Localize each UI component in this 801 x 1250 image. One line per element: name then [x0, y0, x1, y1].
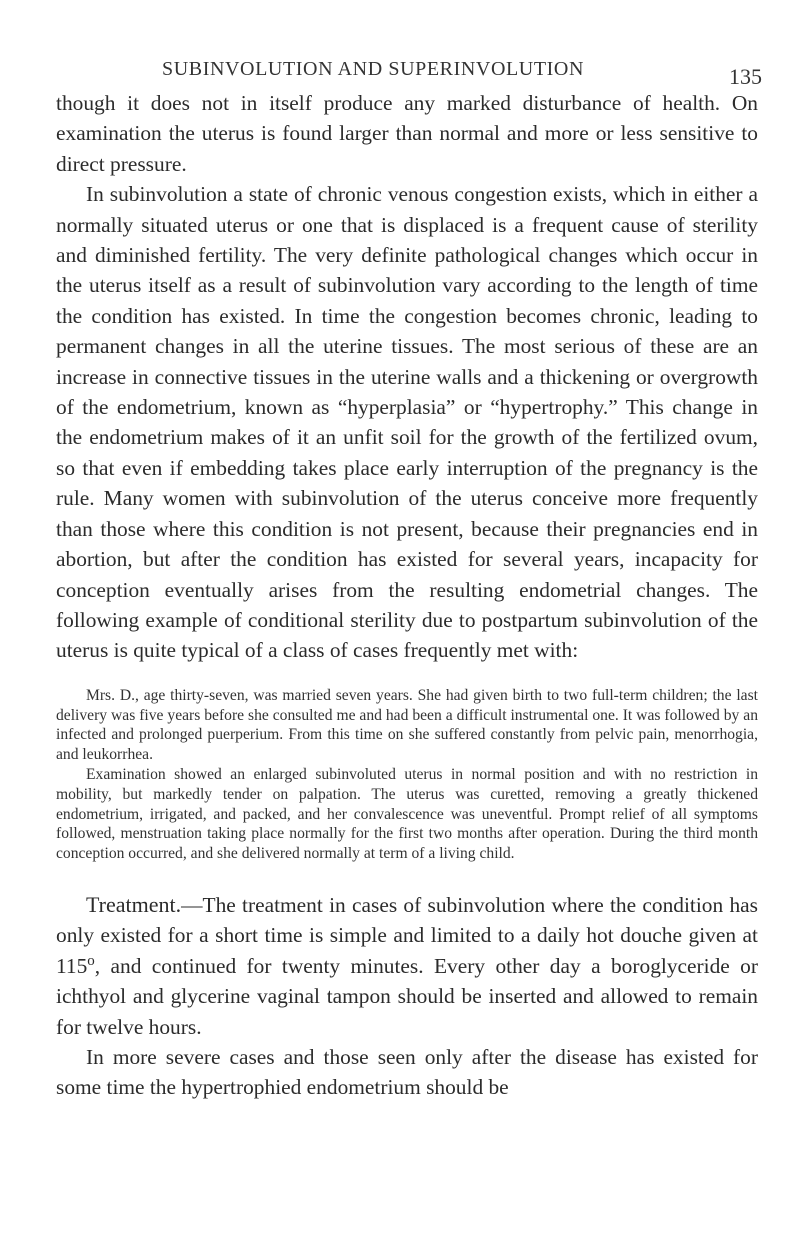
running-title: SUBINVOLUTION AND SUPERINVOLUTION [162, 58, 585, 80]
case-examination: Examination showed an enlarged subinvoluted uterus in normal position and with no restriction in mobility, but markedly tender on palpation. The uterus was curetted, removing a greatly thickened endometrium, irrigated, and packed, and her convalescence was uneventful. Prompt relief of all symptoms followed, menstruation taking place normally for the first two months after operation. During the third month conception occurred, and she delivered normally at term of a living child. [56, 765, 758, 863]
degree-symbol: o [87, 952, 95, 969]
book-page [56, 58, 762, 1103]
page-number: 135 [729, 64, 762, 89]
case-report [56, 686, 758, 864]
paragraph-subinvolution-sterility: In subinvolution a state of chronic venous congestion exists, which in either a normally situated uterus or one that is displaced is a frequent cause of sterility and diminished fertility. The very definite pathological changes which occur in the uterus itself as a result of subinvolution vary according to the length of time the condition has existed. In time the congestion becomes chronic, leading to permanent changes in all the uterine tissues. The most serious of these are an increase in connective tissues in the uterine walls and a thickening or overgrowth of the endometrium, known as “hyperplasia” or “hypertrophy.” This change in the endometrium makes of it an unfit soil for the growth of the fertilized ovum, so that even if embedding takes place early interruption of the pregnancy is the rule. Many women with subinvolution of the uterus conceive more frequently than those where this condition is not present, because their pregnancies end in abortion, but after the condition has existed for several years, incapacity for conception eventually arises from the resulting endometrial changes. The following example of conditional sterility due to postpartum subinvolution of the uterus is quite typical of a class of cases frequently met with: [56, 182, 758, 663]
paragraph-continuation: though it does not in itself produce any marked disturbance of health. On examination the uterus is found larger than normal and more or less sensitive to direct pressure. [56, 91, 758, 176]
running-head [56, 58, 762, 89]
paragraph-treatment [56, 890, 758, 1042]
case-history: Mrs. D., age thirty-seven, was married seven years. She had given birth to two full-term children; the last delivery was five years before she consulted me and had been a difficult instrumental one. It was followed by an infected and prolonged puerperium. From this time on she suffered constantly from pelvic pain, menorrhogia, and leukorrhea. [56, 686, 758, 764]
paragraph-severe-cases: In more severe cases and those seen only after the disease has existed for some time the hypertrophied endometrium should be [56, 1044, 758, 1100]
treatment-text-before: —The treatment in cases of subinvolution where the condition has only existed for a short time is simple and limited to a daily hot douche given at 115 [56, 892, 758, 978]
treatment-heading: Treatment. [86, 891, 182, 917]
treatment-text-after: , and continued for twenty minutes. Every other day a boroglyceride or ichthyol and glycerine vaginal tampon should be inserted and allowed to remain for twelve hours. [56, 953, 758, 1039]
